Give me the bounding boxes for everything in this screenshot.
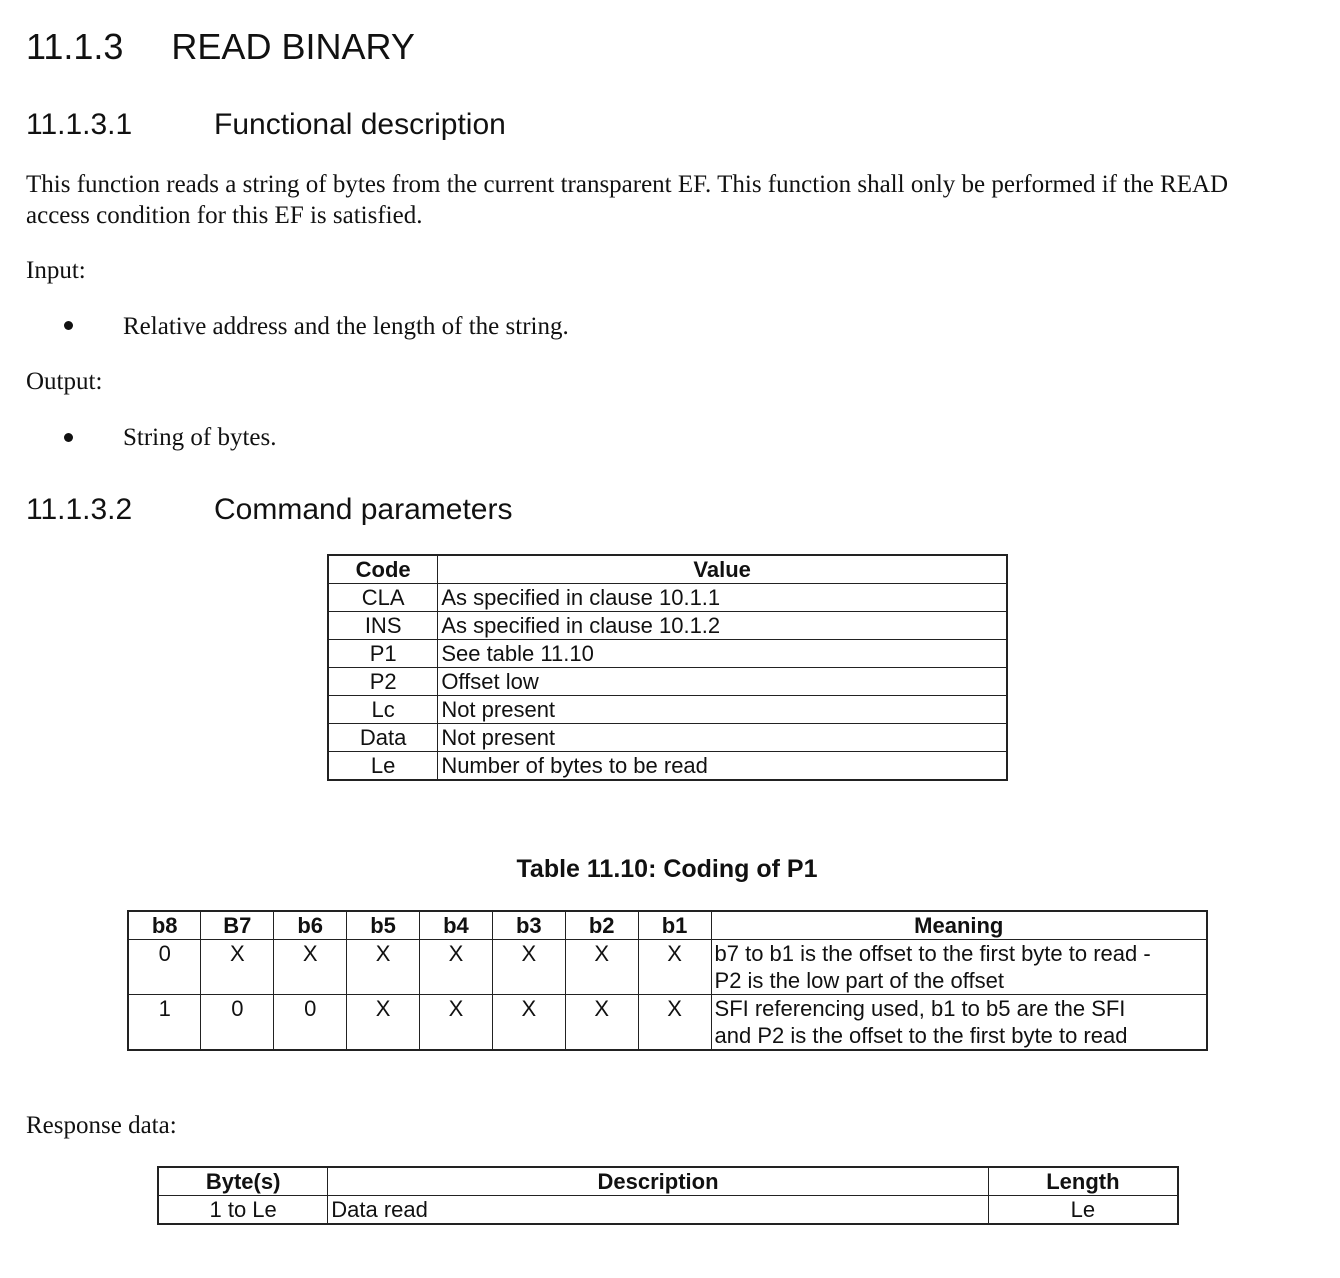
p1-coding-table [127, 910, 1208, 1051]
table-caption: Table 11.10: Coding of P1 [516, 855, 818, 883]
bit-cell: 0 [128, 940, 201, 995]
section-number: 11.1.3 [26, 26, 124, 67]
code-cell: INS [328, 612, 438, 640]
description-paragraph-line-1: This function reads a string of bytes from the current transparent EF. This function shall only be performed if the READ [26, 171, 1229, 198]
subsection-title-command: Command parameters [214, 493, 513, 526]
description-paragraph-line-2: access condition for this EF is satisfied. [26, 202, 423, 229]
column-header: b4 [420, 911, 493, 940]
table-row [328, 724, 1007, 752]
column-header: b2 [565, 911, 638, 940]
bit-cell: X [565, 940, 638, 995]
bit-cell: X [638, 995, 711, 1051]
column-header: b6 [274, 911, 347, 940]
value-cell: Offset low [438, 668, 1007, 696]
meaning-line: SFI referencing used, b1 to b5 are the SFI [714, 996, 1126, 1021]
response-label: Response data: [26, 1112, 177, 1139]
table-row [328, 584, 1007, 612]
bytes-cell: 1 to Le [158, 1196, 328, 1225]
meaning-line: P2 is the low part of the offset [714, 968, 1004, 993]
table-row [328, 612, 1007, 640]
bit-cell: X [565, 995, 638, 1051]
column-header: Length [988, 1167, 1178, 1196]
value-cell: Not present [438, 724, 1007, 752]
input-label: Input: [26, 257, 86, 284]
output-item: String of bytes. [123, 424, 277, 451]
bit-cell: X [201, 940, 274, 995]
table-row [328, 640, 1007, 668]
subsection-title-functional: Functional description [214, 108, 506, 141]
bit-cell: X [274, 940, 347, 995]
meaning-line: b7 to b1 is the offset to the first byte to read - [714, 941, 1151, 966]
bullet-icon [64, 321, 73, 330]
column-header: Byte(s) [158, 1167, 328, 1196]
bit-cell: X [347, 940, 420, 995]
value-cell: As specified in clause 10.1.1 [438, 584, 1007, 612]
table-row [158, 1196, 1178, 1225]
section-heading [26, 26, 415, 68]
table-row [128, 995, 1207, 1051]
subsection-number-functional: 11.1.3.1 [26, 108, 133, 141]
code-cell: Data [328, 724, 438, 752]
table-row [128, 940, 1207, 995]
column-header: Code [328, 555, 438, 584]
code-cell: P1 [328, 640, 438, 668]
code-cell: Le [328, 752, 438, 781]
bit-cell: 0 [201, 995, 274, 1051]
response-data-table [157, 1166, 1179, 1225]
column-header: Meaning [711, 911, 1207, 940]
table-header-row [158, 1167, 1178, 1196]
bit-cell: X [638, 940, 711, 995]
section-title: READ BINARY [171, 26, 415, 67]
bit-cell: X [347, 995, 420, 1051]
table-row [328, 696, 1007, 724]
bit-cell: 0 [274, 995, 347, 1051]
code-cell: CLA [328, 584, 438, 612]
value-cell: As specified in clause 10.1.2 [438, 612, 1007, 640]
column-header: B7 [201, 911, 274, 940]
meaning-cell [711, 995, 1207, 1051]
value-cell: Not present [438, 696, 1007, 724]
bit-cell: 1 [128, 995, 201, 1051]
meaning-line: and P2 is the offset to the first byte to read [714, 1023, 1128, 1048]
description-cell: Data read [328, 1196, 989, 1225]
bullet-icon [64, 433, 73, 442]
table-header-row [328, 555, 1007, 584]
output-label: Output: [26, 368, 103, 395]
table-row [328, 668, 1007, 696]
length-cell: Le [988, 1196, 1178, 1225]
column-header: Description [328, 1167, 989, 1196]
column-header: b3 [492, 911, 565, 940]
command-parameters-table [327, 554, 1008, 781]
column-header: b1 [638, 911, 711, 940]
input-item: Relative address and the length of the string. [123, 313, 569, 340]
table-row [328, 752, 1007, 781]
subsection-number-command: 11.1.3.2 [26, 493, 133, 526]
value-cell: See table 11.10 [438, 640, 1007, 668]
bit-cell: X [492, 995, 565, 1051]
table-header-row [128, 911, 1207, 940]
code-cell: P2 [328, 668, 438, 696]
bit-cell: X [492, 940, 565, 995]
code-cell: Lc [328, 696, 438, 724]
meaning-cell [711, 940, 1207, 995]
bit-cell: X [420, 940, 493, 995]
bit-cell: X [420, 995, 493, 1051]
value-cell: Number of bytes to be read [438, 752, 1007, 781]
column-header: b8 [128, 911, 201, 940]
column-header: Value [438, 555, 1007, 584]
column-header: b5 [347, 911, 420, 940]
